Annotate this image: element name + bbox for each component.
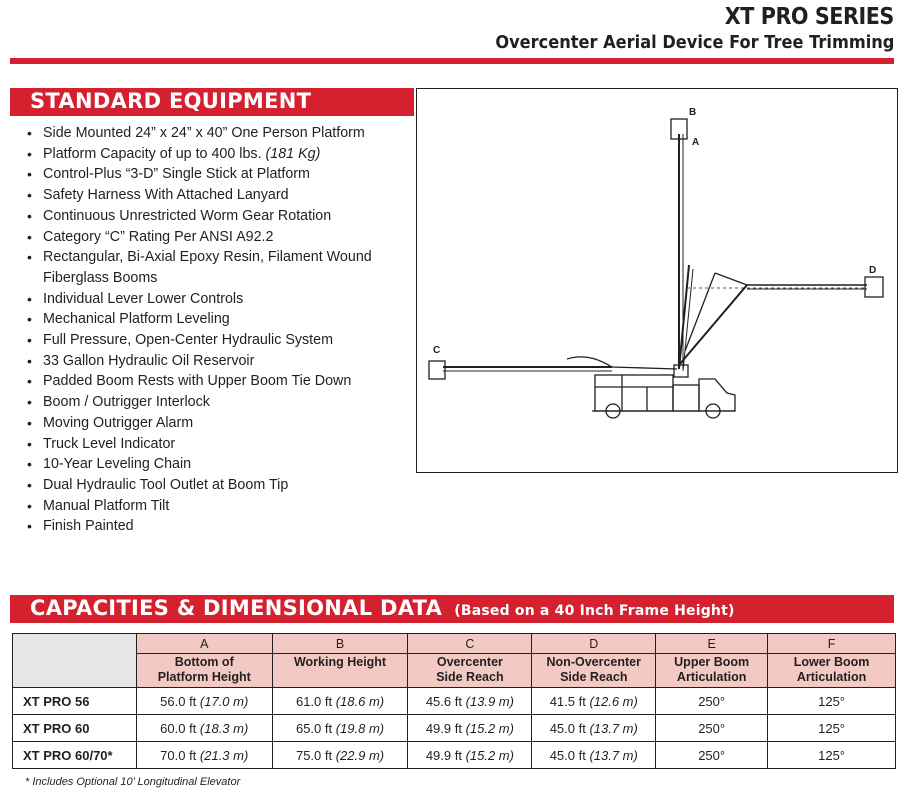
equipment-item — [25, 123, 415, 144]
utility-body — [595, 375, 673, 411]
cell-value: 75.0 ft — [295, 747, 336, 763]
cell-metric: (15.2 m) — [465, 720, 514, 736]
column-header-line2: Side Reach — [436, 670, 504, 684]
column-header — [408, 654, 532, 688]
table-cell — [272, 715, 408, 742]
cell-value: 250° — [698, 693, 726, 709]
header-rule — [10, 58, 894, 64]
table-cell — [768, 715, 896, 742]
cell-metric: (12.6 m) — [589, 693, 638, 709]
table-cell — [768, 742, 896, 769]
equipment-item-text: Platform Capacity of up to 400 lbs. — [43, 145, 266, 162]
equipment-item — [25, 434, 415, 455]
label-a: A — [692, 137, 700, 148]
cell-metric: (22.9 m) — [335, 747, 385, 763]
equipment-item-text: Full Pressure, Open-Center Hydraulic System — [43, 332, 334, 349]
column-header — [768, 654, 896, 688]
platform-d — [865, 277, 883, 297]
table-letter-row — [13, 634, 896, 654]
column-header-line1: Upper Boom — [674, 655, 750, 669]
column-header-line1: Working Height — [293, 655, 387, 669]
equipment-item-text: Category “C” Rating Per ANSI A92.2 — [43, 228, 274, 245]
column-header-line1: Non-Overcenter — [546, 655, 641, 669]
column-header-line2: Platform Height — [157, 670, 251, 684]
column-letter: C — [408, 634, 532, 654]
equipment-item — [25, 516, 415, 537]
equipment-item — [25, 206, 415, 227]
equipment-item — [25, 351, 415, 372]
column-letter: D — [532, 634, 656, 654]
capacities-banner — [10, 595, 894, 623]
table-body — [13, 688, 896, 769]
table-cell — [408, 688, 532, 715]
model-name: XT PRO 56 — [13, 688, 137, 715]
column-header-line1: Lower Boom — [793, 655, 870, 669]
table-cell — [136, 688, 272, 715]
cell-metric: (17.0 m) — [199, 693, 249, 709]
dimensions-table — [12, 633, 896, 769]
equipment-item-text: 10-Year Leveling Chain — [43, 456, 192, 473]
cell-metric: (15.2 m) — [465, 747, 514, 763]
equipment-item-text: Manual Platform Tilt — [43, 497, 170, 514]
cell-value: 60.0 ft — [160, 720, 200, 736]
capacities-title-text: CAPACITIES & DIMENSIONAL DATA — [30, 596, 443, 620]
equipment-item — [25, 227, 415, 248]
cell-value: 250° — [698, 747, 726, 763]
boom-reach-diagram — [416, 88, 898, 473]
table-label-row — [13, 654, 896, 688]
cell-value: 61.0 ft — [295, 693, 336, 709]
cell-value: 65.0 ft — [295, 720, 336, 736]
equipment-item-metric: (181 Kg) — [265, 145, 321, 162]
equipment-item-text: Truck Level Indicator — [43, 435, 176, 452]
series-title: XT PRO SERIES — [724, 4, 894, 30]
cell-value: 45.0 ft — [549, 747, 590, 763]
cell-value: 49.9 ft — [425, 720, 466, 736]
equipment-item — [25, 454, 415, 475]
table-cell — [768, 688, 896, 715]
table-cell — [532, 715, 656, 742]
table-row — [13, 742, 896, 769]
cell-metric: (21.3 m) — [199, 747, 249, 763]
equipment-item — [25, 475, 415, 496]
boom-diagonal — [679, 285, 747, 365]
label-b: B — [689, 107, 697, 118]
column-letter: B — [272, 634, 408, 654]
footnote: * Includes Optional 10’ Longitudinal Elevator — [25, 776, 241, 788]
model-name: XT PRO 60 — [13, 715, 137, 742]
table-cell — [656, 715, 768, 742]
table-cell — [532, 688, 656, 715]
table-cell — [408, 715, 532, 742]
column-letter: F — [768, 634, 896, 654]
cell-value: 45.0 ft — [549, 720, 590, 736]
cell-metric: (13.7 m) — [589, 747, 638, 763]
equipment-item-text: 33 Gallon Hydraulic Oil Reservoir — [43, 352, 255, 369]
truck-diagram-svg — [417, 89, 899, 474]
series-subtitle: Overcenter Aerial Device For Tree Trimming — [494, 32, 894, 53]
column-header-line1: Overcenter — [436, 655, 503, 669]
table-corner-cell — [13, 634, 137, 688]
column-header — [272, 654, 408, 688]
column-header-line2: Side Reach — [560, 670, 628, 684]
cell-metric: (18.3 m) — [199, 720, 249, 736]
cell-value: 125° — [818, 720, 845, 736]
equipment-item — [25, 413, 415, 434]
equipment-item-text: Padded Boom Rests with Upper Boom Tie Down — [43, 373, 352, 390]
equipment-list — [25, 123, 415, 537]
equipment-item — [25, 392, 415, 413]
cell-metric: (13.7 m) — [589, 720, 638, 736]
table-cell — [272, 742, 408, 769]
model-name: XT PRO 60/70* — [13, 742, 137, 769]
equipment-item — [25, 330, 415, 351]
table-cell — [136, 715, 272, 742]
cell-value: 41.5 ft — [549, 693, 590, 709]
column-letter: A — [136, 634, 272, 654]
equipment-item — [25, 247, 415, 288]
equipment-item-text: Side Mounted 24” x 24” x 40” One Person Platform — [43, 125, 365, 141]
capacities-title — [30, 596, 735, 620]
cell-value: 125° — [818, 693, 845, 709]
standard-equipment-title: STANDARD EQUIPMENT — [30, 89, 312, 113]
equipment-item-text: Individual Lever Lower Controls — [43, 290, 244, 307]
column-header — [136, 654, 272, 688]
cell-value: 49.9 ft — [425, 747, 466, 763]
equipment-item — [25, 309, 415, 330]
equipment-item-text: Finish Painted — [43, 518, 134, 535]
equipment-item — [25, 496, 415, 517]
cell-value: 250° — [698, 720, 726, 736]
capacities-note: (Based on a 40 Inch Frame Height) — [454, 603, 735, 619]
standard-equipment-banner — [10, 88, 414, 116]
cell-value: 70.0 ft — [160, 747, 200, 763]
table-row — [13, 688, 896, 715]
column-header-line2: Articulation — [796, 670, 867, 684]
equipment-item — [25, 164, 415, 185]
table-cell — [656, 742, 768, 769]
equipment-item-text: Safety Harness With Attached Lanyard — [43, 187, 289, 204]
equipment-item-text: Mechanical Platform Leveling — [43, 311, 230, 328]
table-cell — [136, 742, 272, 769]
column-letter: E — [656, 634, 768, 654]
equipment-item-text: Dual Hydraulic Tool Outlet at Boom Tip — [43, 476, 289, 493]
truck-cab — [699, 379, 735, 411]
table-cell — [656, 688, 768, 715]
equipment-item-text: Continuous Unrestricted Worm Gear Rotation — [43, 207, 332, 224]
equipment-item-text: Boom / Outrigger Interlock — [43, 394, 210, 411]
column-header-line1: Bottom of — [174, 655, 234, 669]
equipment-item — [25, 371, 415, 392]
equipment-item-text: Control-Plus “3-D” Single Stick at Platform — [43, 166, 310, 183]
equipment-item — [25, 289, 415, 310]
cell-value: 56.0 ft — [160, 693, 200, 709]
table-row — [13, 715, 896, 742]
cell-value: 125° — [818, 747, 845, 763]
table-cell — [272, 688, 408, 715]
equipment-item-text: Rectangular, Bi-Axial Epoxy Resin, Filament Wound Fiberglass Booms — [43, 249, 372, 286]
cell-metric: (18.6 m) — [335, 693, 385, 709]
cell-metric: (13.9 m) — [465, 693, 514, 709]
column-header — [532, 654, 656, 688]
table-cell — [408, 742, 532, 769]
cell-metric: (19.8 m) — [335, 720, 385, 736]
column-header-line2: Articulation — [676, 670, 747, 684]
cell-value: 45.6 ft — [425, 693, 466, 709]
equipment-item-text: Moving Outrigger Alarm — [43, 414, 194, 431]
table-cell — [532, 742, 656, 769]
label-d: D — [869, 265, 877, 276]
equipment-item — [25, 144, 415, 165]
column-header — [656, 654, 768, 688]
platform-c — [429, 361, 445, 379]
label-c: C — [433, 345, 441, 356]
equipment-item — [25, 185, 415, 206]
